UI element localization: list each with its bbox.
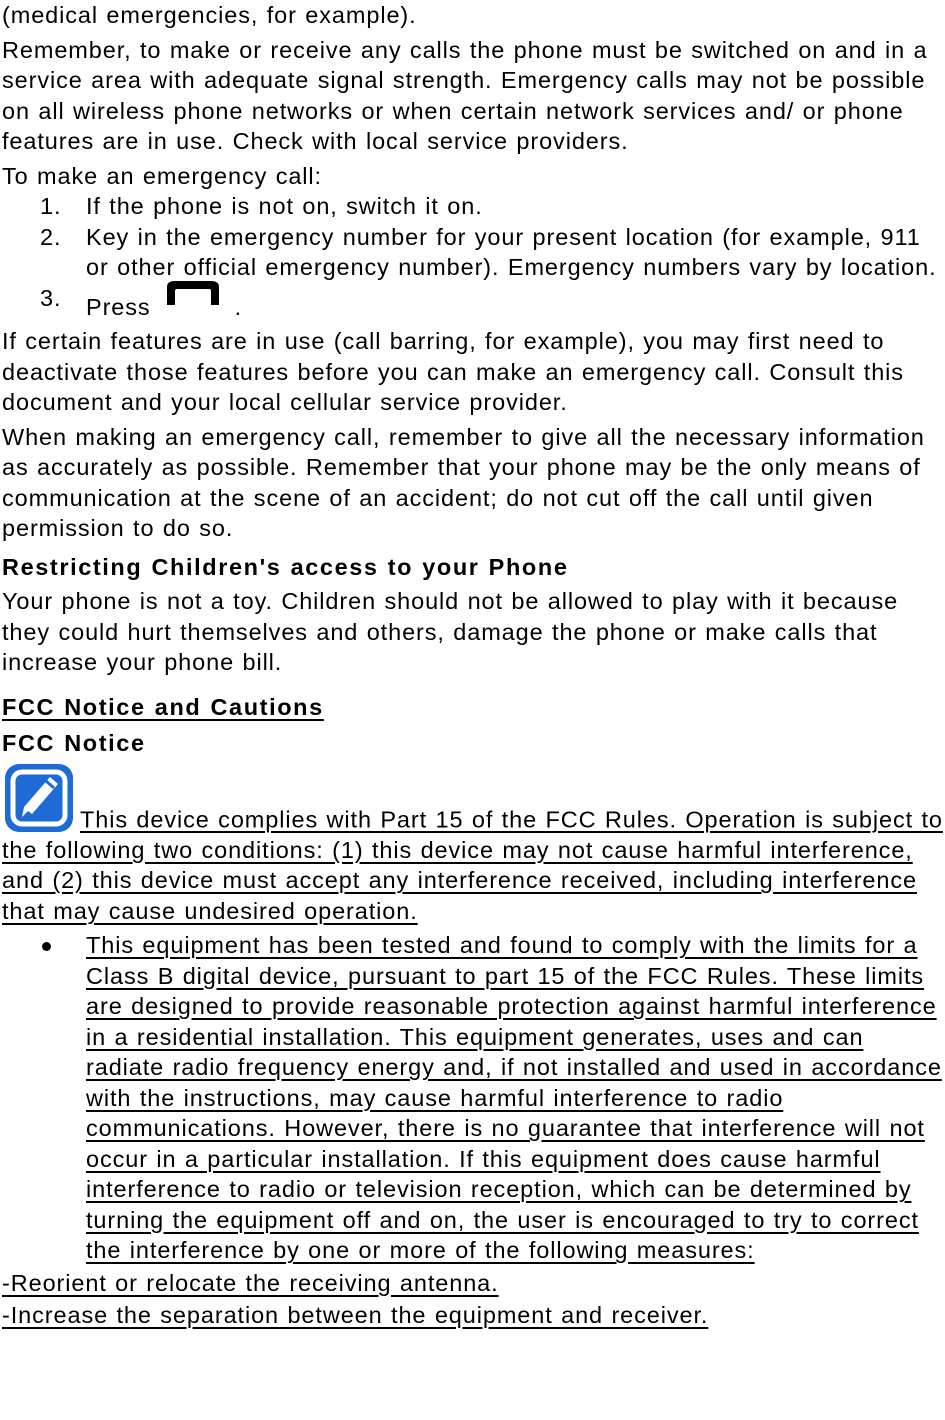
step-suffix: . (234, 293, 243, 320)
step-text: Key in the emergency number for your present location (for example, 911 or other official emergency number). Emergency numbers vary by location. (86, 223, 937, 280)
step-text: Press (86, 293, 151, 320)
step-text: If the phone is not on, switch it on. (86, 193, 483, 219)
remember-paragraph: Remember, to make or receive any calls the phone must be switched on and in a service area with adequate signal strength. Emergency calls may not be possible on all wireless phone networks or when certain network services and/ or phone features are in use. Check with local service providers. (2, 36, 928, 154)
intro-tail-text: (medical emergencies, for example). (2, 2, 417, 28)
certain-features-paragraph: If certain features are in use (call barring, for example), you may first need to deactivate those features before you can make an emergency call. Consult this document and your local cellular service provider. (2, 328, 904, 415)
fcc-bullet-list (2, 930, 943, 1266)
step-item-1 (2, 191, 943, 222)
bullet-dot-icon (42, 942, 51, 951)
fcc-note-text: This device complies with Part 15 of the FCC Rules. Operation is subject to the following two conditions: (1) this device may not cause harmful interference, and (2) this device must accept any interference received, including interference that may cause undesired operation. (2, 806, 943, 924)
equipment-bullet-text: This equipment has been tested and found to comply with the limits for a Class B digital device, pursuant to part 15 of the FCC Rules. These limits are designed to provide reasonable protection against harmful interference in a residential installation. This equipment generates, uses and can radiate radio frequency energy and, if not installed and used in accordance with the instructions, may cause harmful interference to radio communications. However, there is no guarantee that interference will not occur in a particular installation. If this equipment does cause harmful interference to radio or television reception, which can be determined by turning the equipment off and on, the user is encouraged to try to correct the interference by one or more of the following measures: (86, 932, 942, 1263)
fcc-subheading: FCC Notice (2, 730, 146, 756)
step-number: 1. (40, 193, 62, 219)
step-number: 3. (40, 284, 62, 311)
measure-reorient: -Reorient or relocate the receiving antenna. (2, 1269, 499, 1296)
call-key-icon (161, 283, 235, 315)
to-make-emergency-call-text: To make an emergency call: (2, 162, 322, 189)
fcc-note-paragraph (2, 761, 943, 927)
step-item-2 (2, 222, 943, 283)
when-making-paragraph: When making an emergency call, remember to give all the necessary information as accurately as possible. Remember that your phone may be the only means of communication at the scene of an accident; do not cut off the call until given permission to do so. (2, 423, 925, 541)
children-paragraph: Your phone is not a toy. Children should not be allowed to play with it because they could hurt themselves and others, damage the phone or make calls that increase your phone bill. (2, 588, 899, 675)
children-heading: Restricting Children's access to your Phone (2, 553, 569, 580)
measure-increase-separation: -Increase the separation between the equipment and receiver. (2, 1302, 709, 1328)
fcc-heading: FCC Notice and Cautions (2, 693, 324, 720)
step-number: 2. (40, 223, 62, 250)
note-pencil-icon (2, 761, 76, 835)
list-item (2, 930, 943, 1266)
step-item-3 (2, 283, 943, 323)
emergency-steps-list (2, 191, 943, 322)
